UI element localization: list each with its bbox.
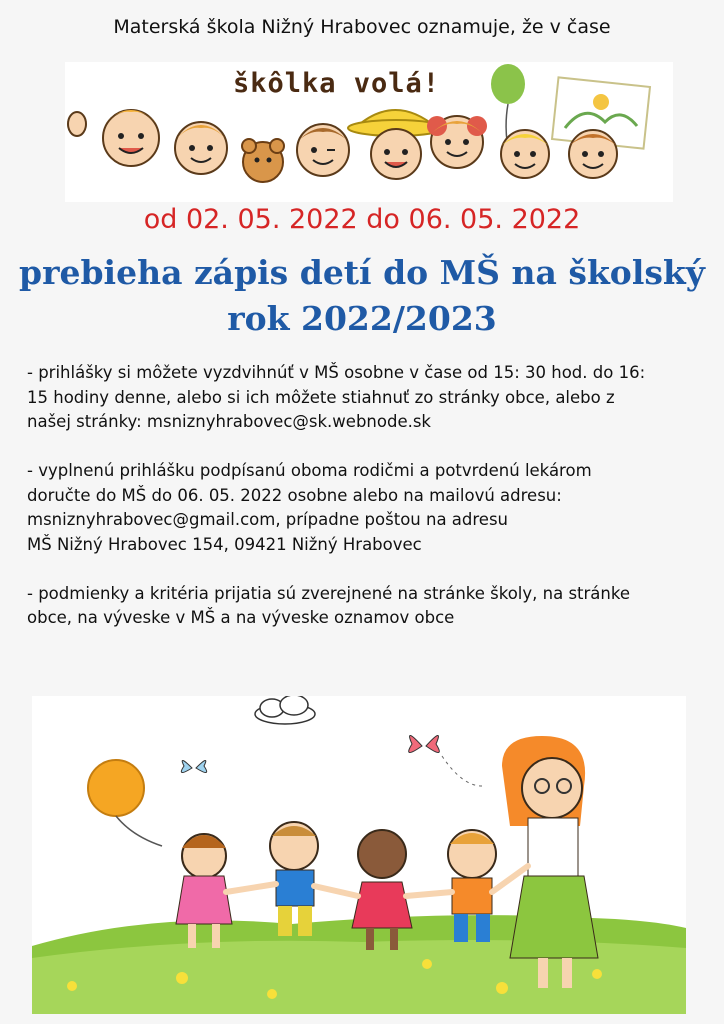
cloud-icon <box>255 696 315 724</box>
kid-face-5 <box>501 130 549 178</box>
orange-balloon-icon <box>88 760 144 816</box>
kid-face-4 <box>427 116 487 168</box>
text-line: 15 hodiny denne, alebo si ich môžete stiahnuť zo stránky obce, alebo z <box>27 387 615 407</box>
kid-face-2 <box>175 122 227 174</box>
text-line: našej stránky: msniznyhrabovec@sk.webnode.sk <box>27 412 431 431</box>
children-illustration <box>32 696 686 1014</box>
enrollment-dates: od 02. 05. 2022 do 06. 05. 2022 <box>143 204 581 235</box>
header-intro: Materská škola Nižný Hrabovec oznamuje, že v čase <box>113 16 611 38</box>
text-line: - vyplnenú prihlášku podpísanú oboma rodičmi a potvrdenú lekárom <box>27 461 592 480</box>
teacher-figure <box>502 736 598 988</box>
green-balloon-icon <box>491 64 525 104</box>
title-line-2: rok 2022/2023 <box>227 299 497 338</box>
butterfly-icon <box>181 760 206 772</box>
children-holding-hands-illustration <box>32 696 686 1014</box>
teddy-bear-icon <box>242 139 284 182</box>
paragraph-criteria <box>27 582 707 631</box>
kid-face-6 <box>569 130 617 178</box>
text-line: - prihlášky si môžete vyzdvihnúť v MŠ osobne v čase od 15: 30 hod. do 16: <box>27 363 646 382</box>
text-line: msniznyhrabovec@gmail.com, prípadne poštou na adresu <box>27 510 509 529</box>
title-line-1: prebieha zápis detí do MŠ na školský <box>19 253 705 292</box>
kid-face-3 <box>297 124 349 176</box>
kid-face-1 <box>103 110 159 166</box>
paragraph-applications <box>27 361 707 435</box>
text-line: MŠ Nižný Hrabovec 154, 09421 Nižný Hrabovec <box>27 534 422 554</box>
paragraph-submission <box>27 459 707 557</box>
text-line: doručte do MŠ do 06. 05. 2022 osobne alebo na mailovú adresu: <box>27 485 562 505</box>
body-text <box>27 361 707 655</box>
child-figure-2 <box>270 822 318 936</box>
kids-peeking-illustration <box>65 62 673 202</box>
banner-illustration <box>65 62 673 202</box>
banner-title: škôlka volá! <box>233 68 441 99</box>
text-line: - podmienky a kritéria prijatia sú zverejnené na stránke školy, na stránke <box>27 583 630 603</box>
text-line: obce, na výveske v MŠ a na výveske oznamov obce <box>27 608 455 627</box>
waving-hand-icon <box>68 112 86 136</box>
butterfly-icon <box>409 735 482 786</box>
page-title <box>10 250 714 342</box>
